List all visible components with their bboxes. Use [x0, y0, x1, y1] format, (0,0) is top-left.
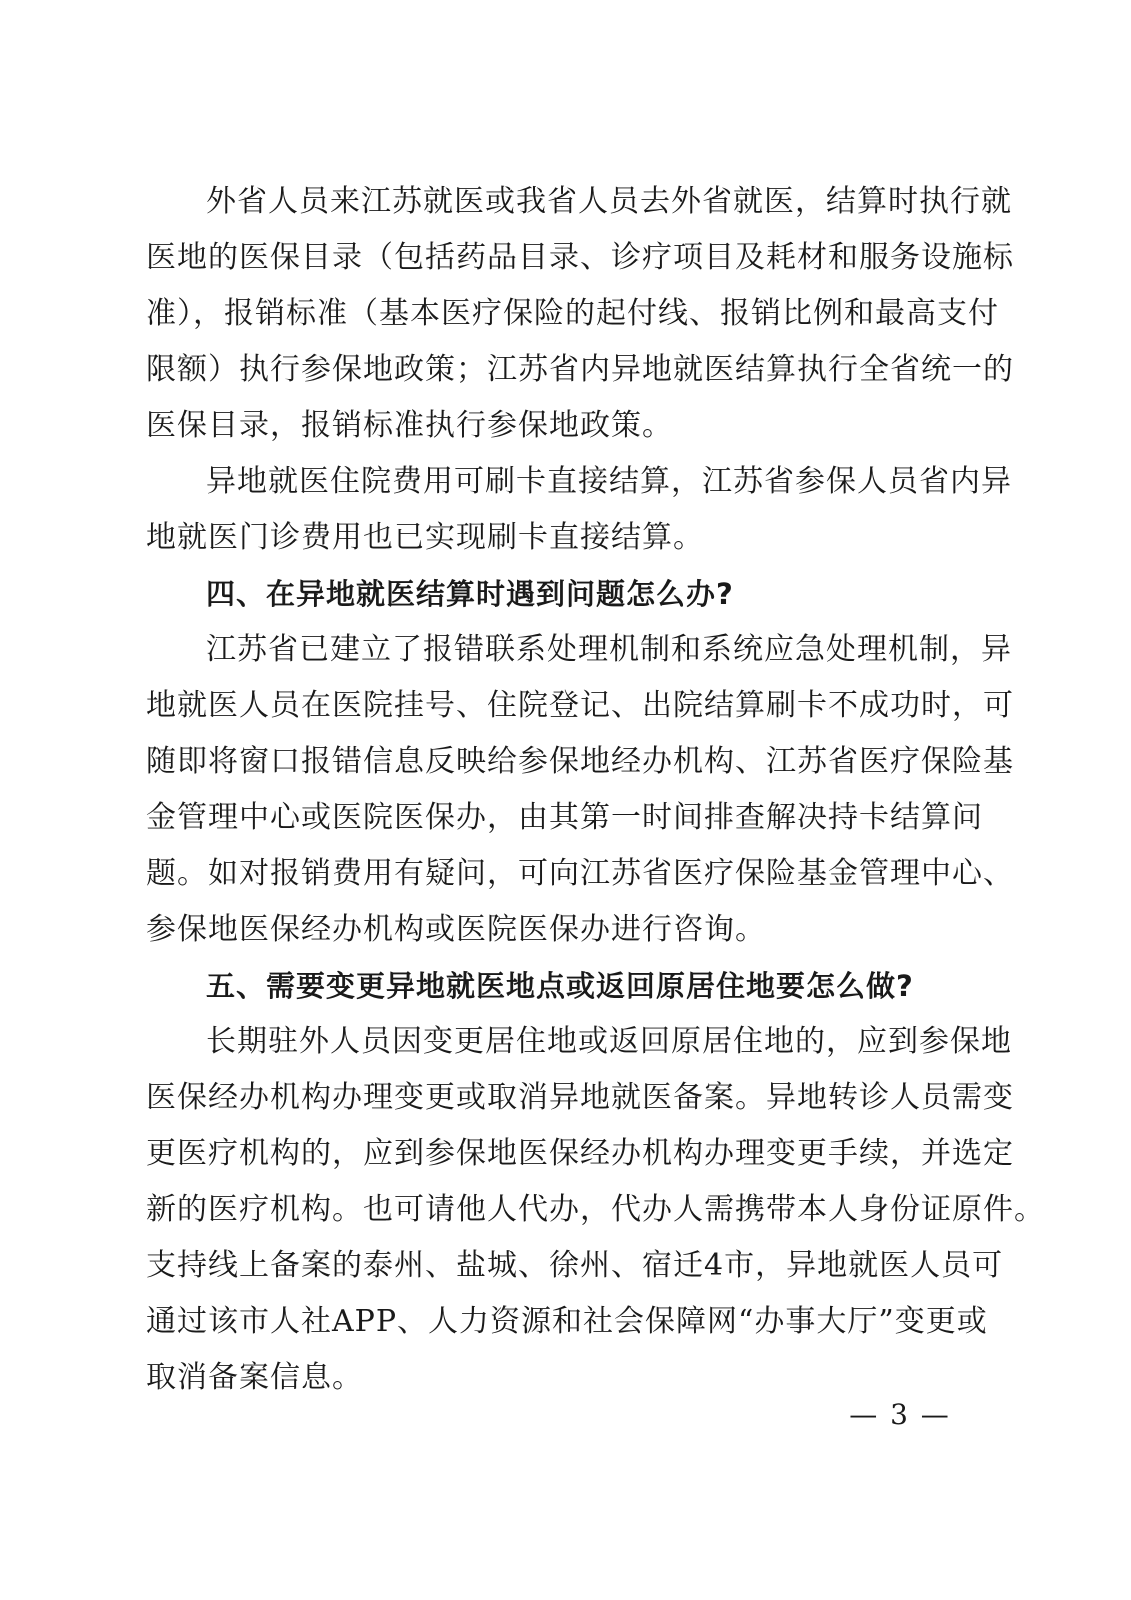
text-line: 异地就医住院费用可刷卡直接结算，江苏省参保人员省内异	[206, 464, 1012, 499]
text-line: 限额）执行参保地政策；江苏省内异地就医结算执行全省统一的	[146, 352, 1014, 387]
text-line: 外省人员来江苏就医或我省人员去外省就医，结算时执行就	[206, 184, 1012, 219]
text-line: 更医疗机构的，应到参保地医保经办机构办理变更手续，并选定	[146, 1136, 1014, 1171]
text-line: 江苏省已建立了报错联系处理机制和系统应急处理机制，异	[206, 632, 1012, 667]
text-line: 金管理中心或医院医保办，由其第一时间排查解决持卡结算问	[146, 800, 983, 835]
section-heading: 五、需要变更异地就医地点或返回原居住地要怎么做?	[206, 969, 914, 1003]
text-line: 随即将窗口报错信息反映给参保地经办机构、江苏省医疗保险基	[146, 744, 1014, 779]
text-line: 支持线上备案的泰州、盐城、徐州、宿迁4市，异地就医人员可	[146, 1248, 1004, 1283]
page-number: — 3 —	[849, 1398, 951, 1431]
text-line: 医地的医保目录（包括药品目录、诊疗项目及耗材和服务设施标	[146, 240, 1014, 275]
text-line: 医保目录，报销标准执行参保地政策。	[146, 408, 673, 443]
text-line: 通过该市人社APP、人力资源和社会保障网“办事大厅”变更或	[146, 1304, 988, 1339]
text-line: 医保经办机构办理变更或取消异地就医备案。异地转诊人员需变	[146, 1080, 1014, 1115]
text-line: 长期驻外人员因变更居住地或返回原居住地的，应到参保地	[206, 1024, 1012, 1059]
text-line: 地就医人员在医院挂号、住院登记、出院结算刷卡不成功时，可	[146, 688, 1014, 723]
text-line: 取消备案信息。	[146, 1360, 363, 1395]
document-body	[146, 174, 1045, 1406]
section-heading: 四、在异地就医结算时遇到问题怎么办?	[206, 577, 734, 611]
text-line: 题。如对报销费用有疑问，可向江苏省医疗保险基金管理中心、	[146, 856, 1014, 891]
text-line: 新的医疗机构。也可请他人代办，代办人需携带本人身份证原件。	[146, 1192, 1045, 1227]
text-line: 地就医门诊费用也已实现刷卡直接结算。	[146, 520, 704, 555]
text-line: 准），报销标准（基本医疗保险的起付线、报销比例和最高支付	[146, 296, 999, 331]
text-line: 参保地医保经办机构或医院医保办进行咨询。	[146, 912, 766, 947]
